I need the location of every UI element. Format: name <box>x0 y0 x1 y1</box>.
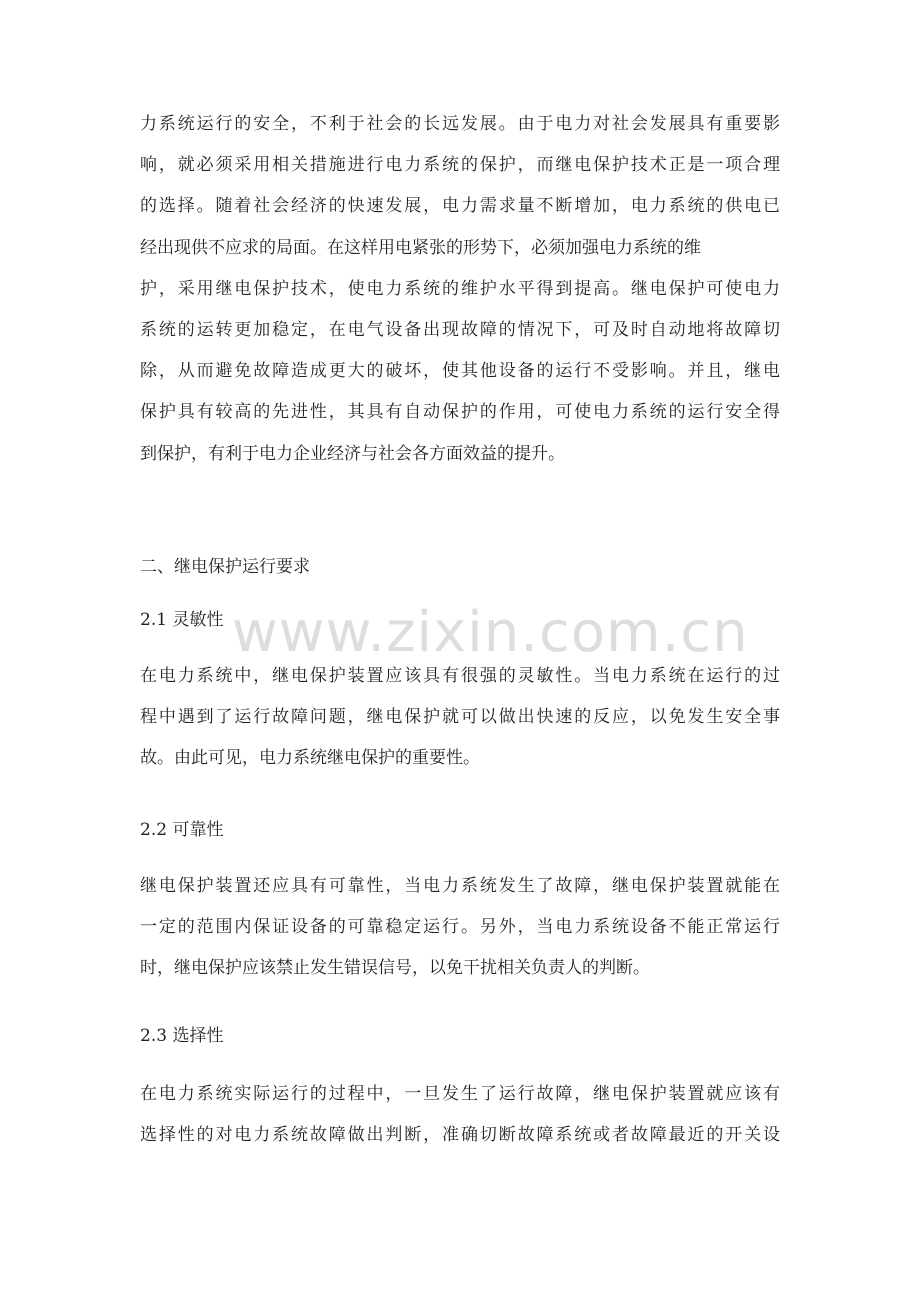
subsection-heading: 2.1 灵敏性 <box>140 610 224 630</box>
section-heading: 二、继电保护运行要求 <box>140 557 310 577</box>
paragraph-line: 力系统运行的安全，不利于社会的长远发展。由于电力对社会发展具有重要影 <box>140 114 780 134</box>
paragraph-line: 的选择。随着社会经济的快速发展，电力需求量不断增加，电力系统的供电已 <box>140 196 780 217</box>
paragraph-line: 护，采用继电保护技术，使电力系统的维护水平得到提高。继电保护可使电力 <box>140 278 780 299</box>
paragraph-line: 继电保护装置还应具有可靠性，当电力系统发生了故障，继电保护装置就能在 <box>140 876 780 896</box>
paragraph-line: 在电力系统中，继电保护装置应该具有很强的灵敏性。当电力系统在运行的过 <box>140 666 780 686</box>
paragraph-line: 程中遇到了运行故障问题，继电保护就可以做出快速的反应，以免发生安全事 <box>140 707 780 728</box>
subsection-2-2-paragraph <box>140 866 780 990</box>
paragraph-line: 故。由此可见，电力系统继电保护的重要性。 <box>140 748 480 769</box>
paragraph-line: 保护具有较高的先进性，其具有自动保护的作用，可使电力系统的运行安全得 <box>140 402 780 423</box>
paragraph-line: 除，从而避免故障造成更大的破坏，使其他设备的运行不受影响。并且，继电 <box>140 361 780 382</box>
paragraph-line: 到保护，有利于电力企业经济与社会各方面效益的提升。 <box>140 443 565 464</box>
paragraph-line: 响，就必须采用相关措施进行电力系统的保护，而继电保护技术正是一项合理 <box>140 155 780 176</box>
subsection-2-3-paragraph <box>140 1074 780 1156</box>
paragraph-line: 经出现供不应求的局面。在这样用电紧张的形势下，必须加强电力系统的维 <box>140 237 701 258</box>
watermark: www.zixin.com.cn <box>232 600 749 665</box>
paragraph-line: 选择性的对电力系统故障做出判断，准确切断故障系统或者故障最近的开关设 <box>140 1125 780 1146</box>
paragraph-line: 在电力系统实际运行的过程中，一旦发生了运行故障，继电保护装置就应该有 <box>140 1084 780 1104</box>
paragraph-line: 一定的范围内保证设备的可靠稳定运行。另外，当电力系统设备不能正常运行 <box>140 917 780 938</box>
paragraph-line: 系统的运转更加稳定，在电气设备出现故障的情况下，可及时自动地将故障切 <box>140 319 780 340</box>
subsection-heading: 2.2 可靠性 <box>140 820 224 840</box>
paragraph-line: 时，继电保护应该禁止发生错误信号，以免干扰相关负责人的判断。 <box>140 958 650 979</box>
intro-paragraph <box>140 104 780 475</box>
subsection-2-1-paragraph <box>140 656 780 780</box>
subsection-heading: 2.3 选择性 <box>140 1026 224 1046</box>
